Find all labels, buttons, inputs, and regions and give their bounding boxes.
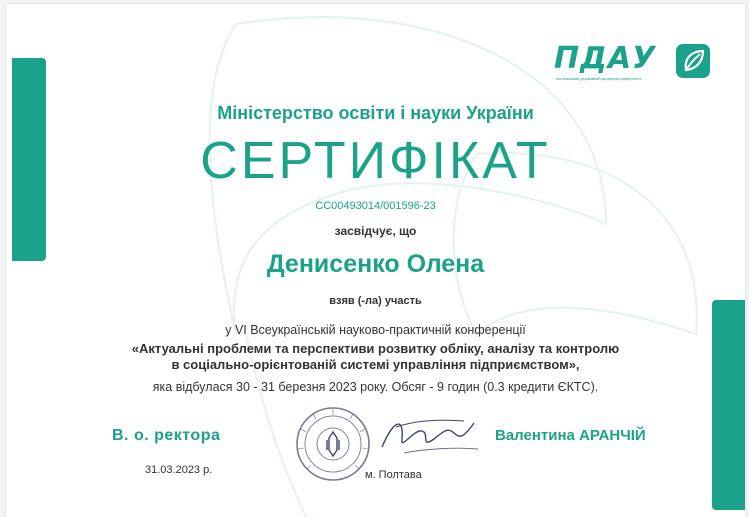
certificate-title: СЕРТИФІКАТ (200, 132, 551, 190)
issue-date: 31.03.2023 р. (145, 464, 213, 476)
conference-line: у VI Всеукраїнській науково-практичній конференції (225, 323, 526, 337)
university-logo (554, 41, 714, 88)
recipient-name: Денисенко Олена (266, 250, 485, 278)
handwritten-signature (374, 409, 484, 459)
signer-role: В. о. ректора (112, 427, 221, 444)
leaf-icon (676, 44, 710, 78)
logo-text: ПДАУ (554, 41, 657, 76)
issue-city: м. Полтава (365, 469, 422, 481)
ministry-heading: Міністерство освіти і науки України (217, 103, 534, 123)
participated-text: взяв (-ла) участь (329, 295, 422, 307)
official-stamp (293, 404, 373, 484)
conference-title-line-1: «Актуальні проблеми та перспективи розвитку обліку, аналізу та контролю (131, 341, 620, 356)
logo-subtitle: полтавський державний аграрний університет (556, 76, 642, 81)
conference-title-line-2: в соціально-орієнтованій системі управління підприємством», (171, 357, 580, 372)
signer-name: Валентина АРАНЧІЙ (495, 427, 646, 444)
certificate-sheet (6, 4, 745, 517)
held-line: яка відбулася 30 - 31 березня 2023 року. Обсяг - 9 годин (0.3 кредити ЄКТС). (152, 380, 599, 394)
certificate-code: СС00493014/001596-23 (315, 200, 436, 212)
certifies-text: засвідчує, що (334, 224, 417, 238)
